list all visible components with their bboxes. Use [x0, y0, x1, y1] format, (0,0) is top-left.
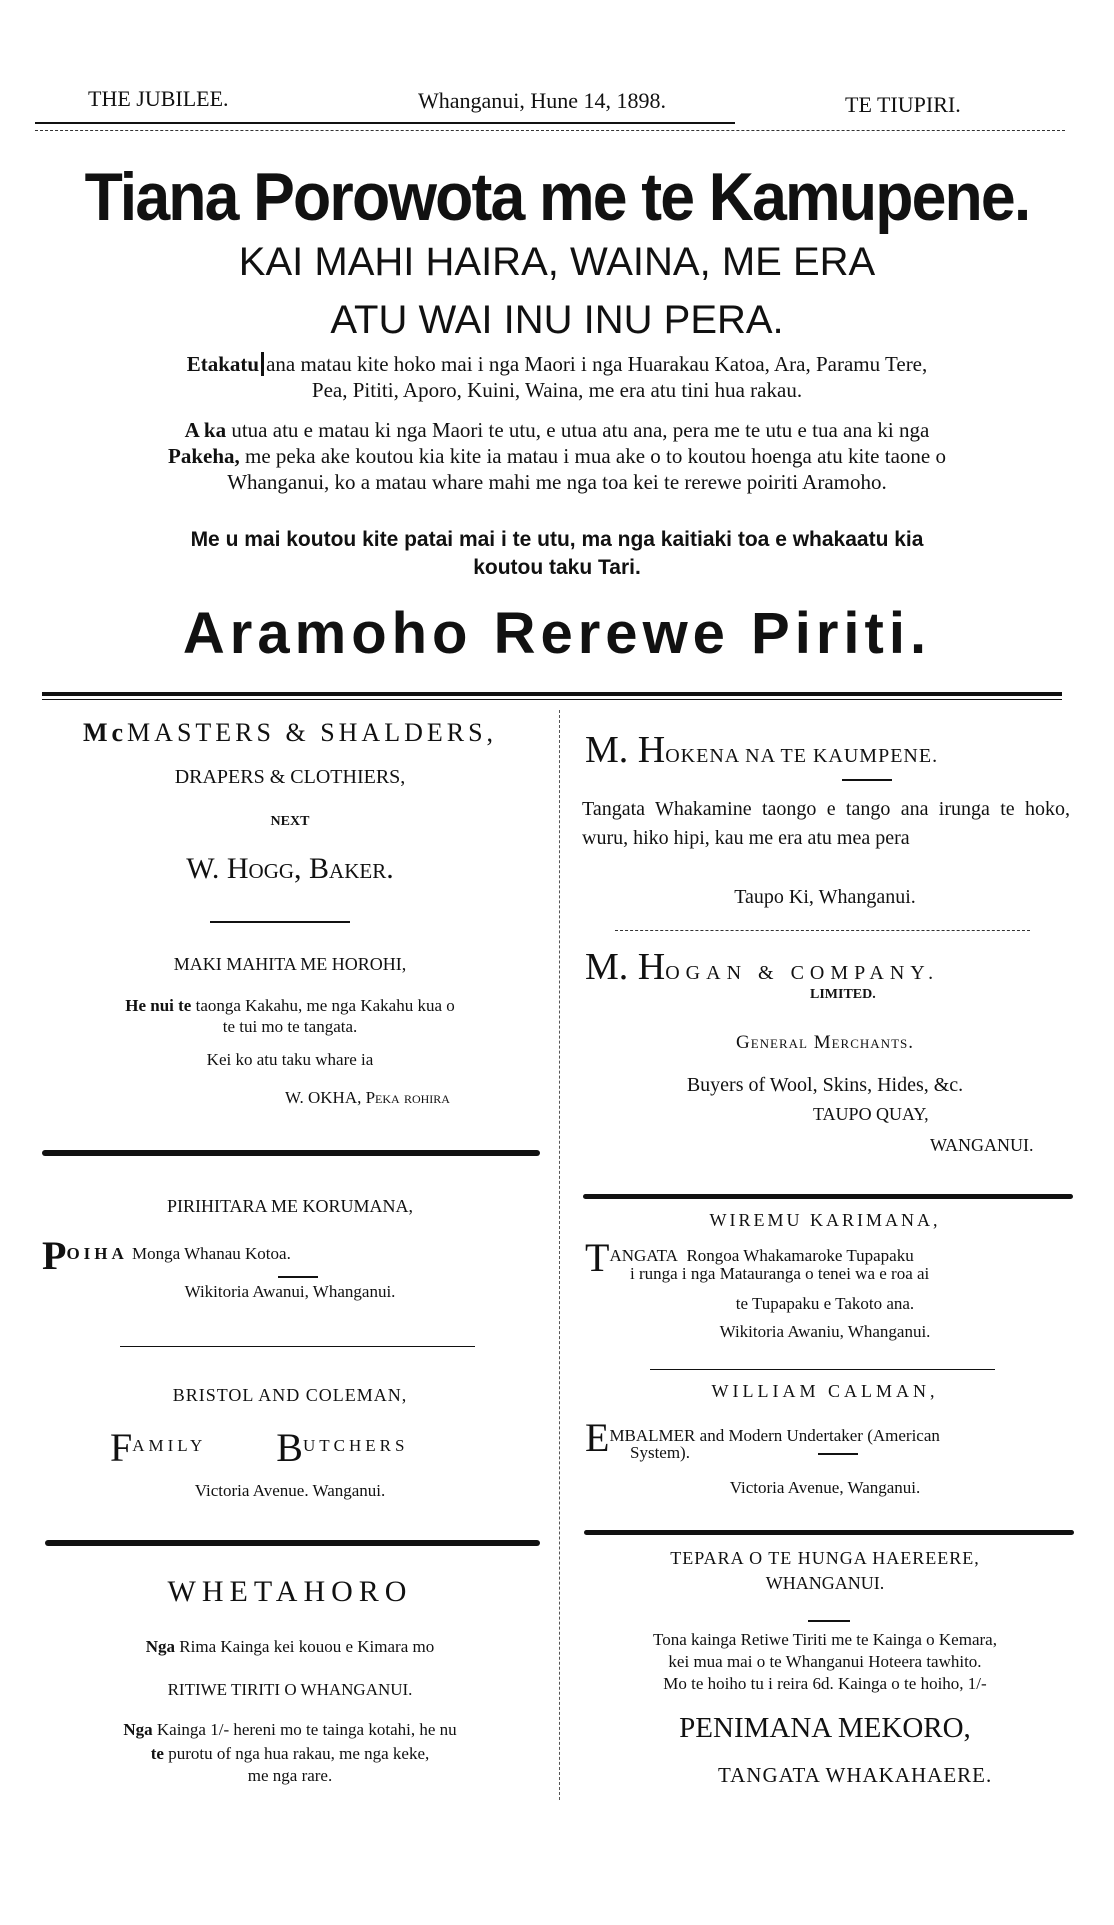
whetahoro-heading: WHETAHORO	[167, 1575, 413, 1608]
thick-rule	[45, 1540, 540, 1546]
hogan-limited: LIMITED.	[810, 987, 876, 1002]
bristol-address: Victoria Avenue. Wanganui.	[194, 1481, 386, 1500]
divider	[210, 921, 350, 923]
whetahoro-line2: RITIWE TIRITI O WHANGANUI.	[167, 1680, 413, 1699]
mcmasters-neighbor: W. Hogg, Baker.	[186, 852, 394, 885]
mcmasters-trade: DRAPERS & CLOTHIERS,	[174, 766, 406, 788]
pirihitara-address: Wikitoria Awanui, Whanganui.	[184, 1282, 396, 1301]
lead-ad-subtitle-2: ATU WAI INU INU PERA.	[330, 298, 784, 342]
text: OGAN & COMPANY.	[665, 962, 940, 984]
text: purotu of nga hua rakau, me nga keke,	[168, 1744, 430, 1763]
drop-cap: E	[585, 1415, 610, 1460]
lead-bold: te	[150, 1744, 164, 1763]
pirihitara-line1	[42, 1233, 291, 1278]
text: Rongoa Whakamaroke Tupapaku	[686, 1246, 914, 1265]
divider	[818, 1453, 858, 1455]
maki-line1	[40, 996, 540, 1016]
text: Monga Whanau Kotoa.	[132, 1244, 291, 1263]
lead-ad-para2-line2	[30, 444, 1084, 469]
divider	[278, 1276, 318, 1278]
lead-bold: Nga	[123, 1720, 153, 1739]
caps: OIHA	[66, 1244, 128, 1263]
text: OKENA NA TE KAUMPENE.	[665, 745, 939, 767]
column-divider	[559, 710, 560, 1800]
maki-heading: MAKI MAHITA ME HOROHI,	[173, 954, 407, 974]
drop-cap: T	[585, 1235, 610, 1280]
karimana-heading: WIREMU KARIMANA,	[709, 1210, 941, 1230]
lead-ad-subtitle-1: KAI MAHI HAIRA, WAINA, ME ERA	[238, 240, 876, 284]
section-rule	[42, 692, 1062, 696]
initials: M. H	[585, 729, 666, 771]
calman-line2: System).	[630, 1443, 690, 1462]
lead-ad-para1-line1	[30, 352, 1084, 377]
drop-cap: F	[110, 1425, 133, 1470]
section-rule-thin	[42, 699, 1062, 700]
masthead-date: Whanganui, Hune 14, 1898.	[418, 88, 667, 113]
calman-heading: WILLIAM CALMAN,	[711, 1381, 939, 1401]
lead-ad-para1-line2: Pea, Pititi, Aporo, Kuini, Waina, me era atu tini hua rakau.	[311, 378, 803, 402]
lead-ad-para2-line1	[30, 418, 1084, 443]
hogan-trade: General Merchants.	[735, 1032, 914, 1053]
text: MASTERS & SHALDERS,	[127, 718, 498, 747]
whetahoro-line1	[40, 1637, 540, 1657]
tepara-heading1: TEPARA O TE HUNGA HAEREERE,	[670, 1548, 980, 1568]
thick-rule	[584, 1530, 1074, 1535]
caps: AMILY	[132, 1436, 207, 1455]
tepara-line1: Tona kainga Retiwe Tiriti me te Kainga o Kemara,	[653, 1630, 997, 1649]
whetahoro-line5: me nga rare.	[247, 1766, 333, 1785]
text: ana matau kite hoko mai i nga Maori i nga Huarakau Katoa, Ara, Paramu Tere,	[266, 352, 928, 376]
divider	[842, 779, 892, 781]
tepara-name: PENIMANA MEKORO,	[679, 1712, 971, 1744]
maki-signature: W. OKHA, Peka rohira	[285, 1088, 450, 1107]
karimana-line2: i runga i nga Matauranga o tenei wa e roa ai	[630, 1264, 930, 1283]
hokena-body: Tangata Whakamine taongo e tango ana irunga te hoko, wuru, hiko hipi, kau me era atu mea pera	[582, 798, 1070, 849]
maki-line3: Kei ko atu taku whare ia	[206, 1050, 374, 1069]
text: taonga Kakahu, me nga Kakahu kua o	[195, 996, 455, 1015]
lead-bold: Pakeha,	[168, 444, 240, 468]
text: Kainga 1/- hereni mo te tainga kotahi, he nu	[156, 1720, 457, 1739]
mc-bold: Mc	[82, 718, 128, 747]
divider	[650, 1369, 995, 1370]
text: Rima Kainga kei kouou e Kimara mo	[179, 1637, 435, 1656]
calman-address: Victoria Avenue, Wanganui.	[729, 1478, 921, 1497]
lead-bold: Etakatu	[186, 352, 260, 376]
lead-bold: A ka	[184, 418, 227, 442]
text: me peka ake koutou kia kite ia matau i mua ake o to koutou hoenga atu kite taone o	[245, 444, 946, 468]
hogan-buyers: Buyers of Wool, Skins, Hides, &c.	[686, 1074, 964, 1096]
divider	[615, 930, 1030, 931]
tepara-heading2: WHANGANUI.	[765, 1573, 885, 1593]
tepara-line2: kei mua mai o te Whanganui Hoteera tawhito.	[668, 1652, 982, 1671]
hokena-heading	[585, 728, 938, 772]
thick-rule	[42, 1150, 540, 1156]
karimana-line3: te Tupapaku e Takoto ana.	[735, 1294, 915, 1313]
mcmasters-next: NEXT	[270, 814, 310, 829]
masthead-right: TE TIUPIRI.	[845, 92, 961, 117]
mcmasters-name	[40, 718, 540, 748]
text: MBALMER and Modern Undertaker (American	[609, 1426, 940, 1445]
divider	[808, 1620, 850, 1622]
initials: M. H	[585, 946, 666, 988]
hogan-heading	[585, 945, 939, 989]
caps: UTCHERS	[302, 1436, 409, 1455]
pirihitara-heading: PIRIHITARA ME KORUMANA,	[166, 1196, 414, 1216]
bristol-trade	[110, 1425, 409, 1470]
divider	[120, 1346, 475, 1347]
thick-rule	[583, 1194, 1073, 1199]
masthead-rule	[35, 122, 735, 124]
lead-bold: He nui te	[125, 996, 192, 1015]
lead-bold: Nga	[145, 1637, 176, 1656]
masthead-rule-dashed	[35, 130, 1065, 131]
whetahoro-line4	[40, 1744, 540, 1764]
caps: ANGATA	[609, 1246, 678, 1265]
lead-ad-para3-line1: Me u mai koutou kite patai mai i te utu, ma nga kaitiaki toa e whakaatu kia	[190, 528, 924, 551]
lead-ad-footer: Aramoho Rerewe Piriti.	[182, 601, 932, 666]
lead-ad-para3-line2: koutou taku Tari.	[473, 556, 641, 579]
bristol-heading: BRISTOL AND COLEMAN,	[172, 1385, 408, 1405]
maki-line2: te tui mo te tangata.	[222, 1017, 358, 1036]
karimana-address: Wikitoria Awaniu, Whanganui.	[719, 1322, 931, 1341]
tepara-role: TANGATA WHAKAHAERE.	[718, 1763, 993, 1787]
text: utua atu e matau ki nga Maori te utu, e utua atu ana, pera me te utu e tua ana ki nga	[231, 418, 930, 442]
lead-ad-title: Tiana Porowota me te Kamupene.	[84, 159, 1030, 235]
hokena-address: Taupo Ki, Whanganui.	[734, 886, 916, 908]
hogan-address2: WANGANUI.	[930, 1135, 1034, 1155]
lead-ad-para2-line3: Whanganui, ko a matau whare mahi me nga toa kei te rerewe poiriti Aramoho.	[227, 470, 887, 494]
hogan-address1: TAUPO QUAY,	[813, 1104, 929, 1124]
drop-cap: P	[42, 1233, 67, 1278]
drop-cap: B	[276, 1425, 303, 1470]
whetahoro-line3	[40, 1720, 540, 1740]
masthead-left: THE JUBILEE.	[88, 86, 229, 111]
tepara-line3: Mo te hoiho tu i reira 6d. Kainga o te hoiho, 1/-	[663, 1674, 987, 1693]
